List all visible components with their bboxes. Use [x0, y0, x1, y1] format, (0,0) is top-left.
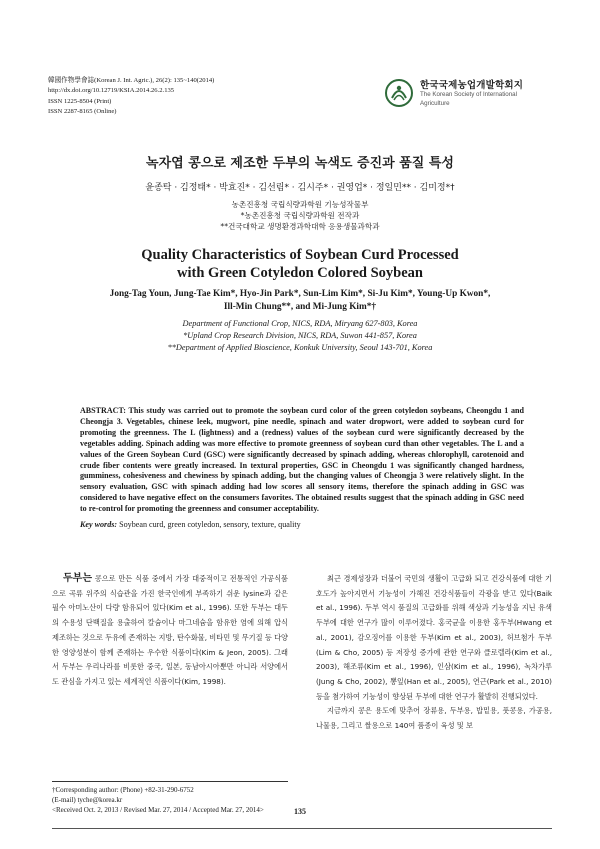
- doi-link[interactable]: http://dx.doi.org/10.12719/KSIA.2014.26.2.135: [48, 87, 175, 94]
- keywords-text: Soybean curd, green cotyledon, sensory, texture, quality: [119, 520, 301, 529]
- affiliation-ko-1: 농촌진흥청 국립식량과학원 기능성작물부: [231, 200, 369, 209]
- received-dates: <Received Oct. 2, 2013 / Revised Mar. 27, 2014 / Accepted Mar. 27, 2014>: [52, 806, 264, 815]
- body-column-right: [316, 572, 552, 734]
- affiliation-en-1: Department of Functional Crop, NICS, RDA, Miryang 627-803, Korea: [182, 319, 418, 328]
- page-footer-rule: [52, 828, 552, 829]
- body-right-paragraph-1: 최근 경제성장과 더불어 국민의 생활이 고급화 되고 건강식품에 대한 기호도가 높아지면서 기능성이 가해진 건강식품들이 각광을 받고 있다(Baik et al., 1996). 두부 역시 품질의 고급화를 위해 색상과 기능성을 지닌 유색두부에 대한 연구가 많이 이루어졌다. 홍국균을 이용한 홍두부(Hwang et al., 2001), 감오징어를 이용한 두부(Kim et al., 2003), 허브첨가 두부(Lim & Cho, 2005) 등 저장성 증가에 관한 연구와 클로렐라(Kim et al., 2003), 해조류(Kim et al., 1996), 인삼(Kim et al., 1996), 녹차가루(Jung & Cho, 2002), 뽕잎(Han et al., 2005), 연근(Park et al., 2010) 등을 첨가하여 기능성이 향상된 두부에 대한 연구가 활발히 진행되었다.: [316, 574, 552, 701]
- author-email[interactable]: (E-mail) tyche@korea.kr: [52, 796, 123, 805]
- abstract-label: ABSTRACT:: [80, 406, 126, 415]
- society-logo: [384, 74, 562, 114]
- society-emblem-icon: [384, 78, 414, 108]
- issn-print: ISSN 1225-8504 (Print): [48, 98, 112, 105]
- abstract: [80, 406, 524, 515]
- page-number: 135: [294, 807, 306, 816]
- issn-online: ISSN 2287-8165 (Online): [48, 108, 117, 115]
- title-english-2: with Green Cotyledon Colored Soybean: [177, 265, 423, 281]
- affiliation-en-3: **Department of Applied Bioscience, Konkuk University, Seoul 143-701, Korea: [167, 343, 433, 352]
- abstract-text: This study was carried out to promote the soybean curd color of the green cotyledon soybeans, Cheongdu 1 and Cheongja 3. Vegetables, chinese leek, mugwort, pine needle, spinach and water dropwort, were added to soybean curd for promoting the greenness. The L (lightness) and a (redness) values of the soybean curd were significantly decreased by the vegetables adding. Spinach adding was more effective to promote greenness of soybean curd than other vegetables. The L and a values of the Green Soybean Curd (GSC) were significantly decreased by spinach adding, whereas chlorophyll, carotenoid and crude fiber contents were greatly increased. In textural properties, GSC in Cheongdu 1 was significantly changed hardness, gumminess, cohesiveness and chewiness by spinach adding, but the changing values of Cheongja 3 were relatively slight. In the sensory evaluation, GSC with spinach adding had low scores all sensory items, therefore the spinach adding in GSC was considered to have negative effect on the consumers favorites. The obtained results suggest that the spinach adding in GSC need to re-control for promoting the greenness and consumer acceptability.: [80, 406, 524, 514]
- affiliation-ko-3: **건국대학교 생명환경과학대학 응용생물과학과: [220, 222, 380, 231]
- lead-word: 두부는: [63, 573, 92, 584]
- title-english-1: Quality Characteristics of Soybean Curd Processed: [141, 247, 459, 263]
- society-name-en-2: Agriculture: [420, 100, 450, 107]
- society-name-ko: 한국국제농업개발학회지: [420, 80, 524, 91]
- title-korean: 녹자엽 콩으로 제조한 두부의 녹색도 증진과 품질 특성: [146, 156, 454, 171]
- footnote-divider: [52, 781, 288, 782]
- body-left-text: 콩으로 만든 식품 중에서 가장 대중적이고 전통적인 가공식품으로 곡류 위주의 식습관을 가진 한국인에게 부족하기 쉬운 lysine과 같은 필수 아미노산이 다량 함유되어 있다(Kim et al., 1996). 또한 두부는 대두의 수용성 단백질을 용출하여 칼슘이나 마그네슘을 함유한 염에 의해 압식 제조하는 것으로 두유에 존재하는 지방, 탄수화물, 비타민 및 무기질 등 다양한 영양성분이 함께 존재하는 우수한 식품이다(Kim & Jeon, 2005). 그래서 두부는 우리나라를 비롯한 중국, 일본, 동남아시아뿐만 아니라 서양에서도 관심을 가지고 있는 세계적인 식품이다(Kim, 1998).: [52, 574, 288, 686]
- footnote: [52, 785, 312, 816]
- affiliation-en-2: *Upland Crop Research Division, NICS, RDA, Suwon 441-857, Korea: [183, 331, 417, 340]
- body-column-left: [52, 572, 288, 690]
- society-name-en-1: The Korean Society of International: [420, 91, 517, 98]
- authors-english-1: Jong-Tag Youn, Jung-Tae Kim*, Hyo-Jin Park*, Sun-Lim Kim*, Si-Ju Kim*, Young-Up Kwon*,: [109, 289, 491, 299]
- corresponding-author: †Corresponding author: (Phone) +82-31-290-6752: [52, 786, 194, 794]
- body-right-paragraph-2: 지금까지 콩은 용도에 맞추어 장류용, 두부용, 밥밑용, 풋콩용, 가공용, 나물용, 그리고 쌀용으로 140여 품종이 육성 및 보: [316, 706, 552, 731]
- keywords: [80, 520, 524, 529]
- authors-korean: 윤종탁 · 김정태* · 박효진* · 김선림* · 김시주* · 권영업* · 정일민** · 김미정*†: [145, 183, 455, 193]
- authors-english-2: Ill-Min Chung**, and Mi-Jung Kim*†: [223, 302, 377, 312]
- keywords-label: Key words:: [80, 520, 118, 529]
- affiliation-ko-2: *농촌진흥청 국립식량과학원 전작과: [240, 211, 360, 220]
- journal-citation: 韓國作物學會誌(Korean J. Int. Agric.), 26(2): 135~140(2014): [48, 77, 215, 84]
